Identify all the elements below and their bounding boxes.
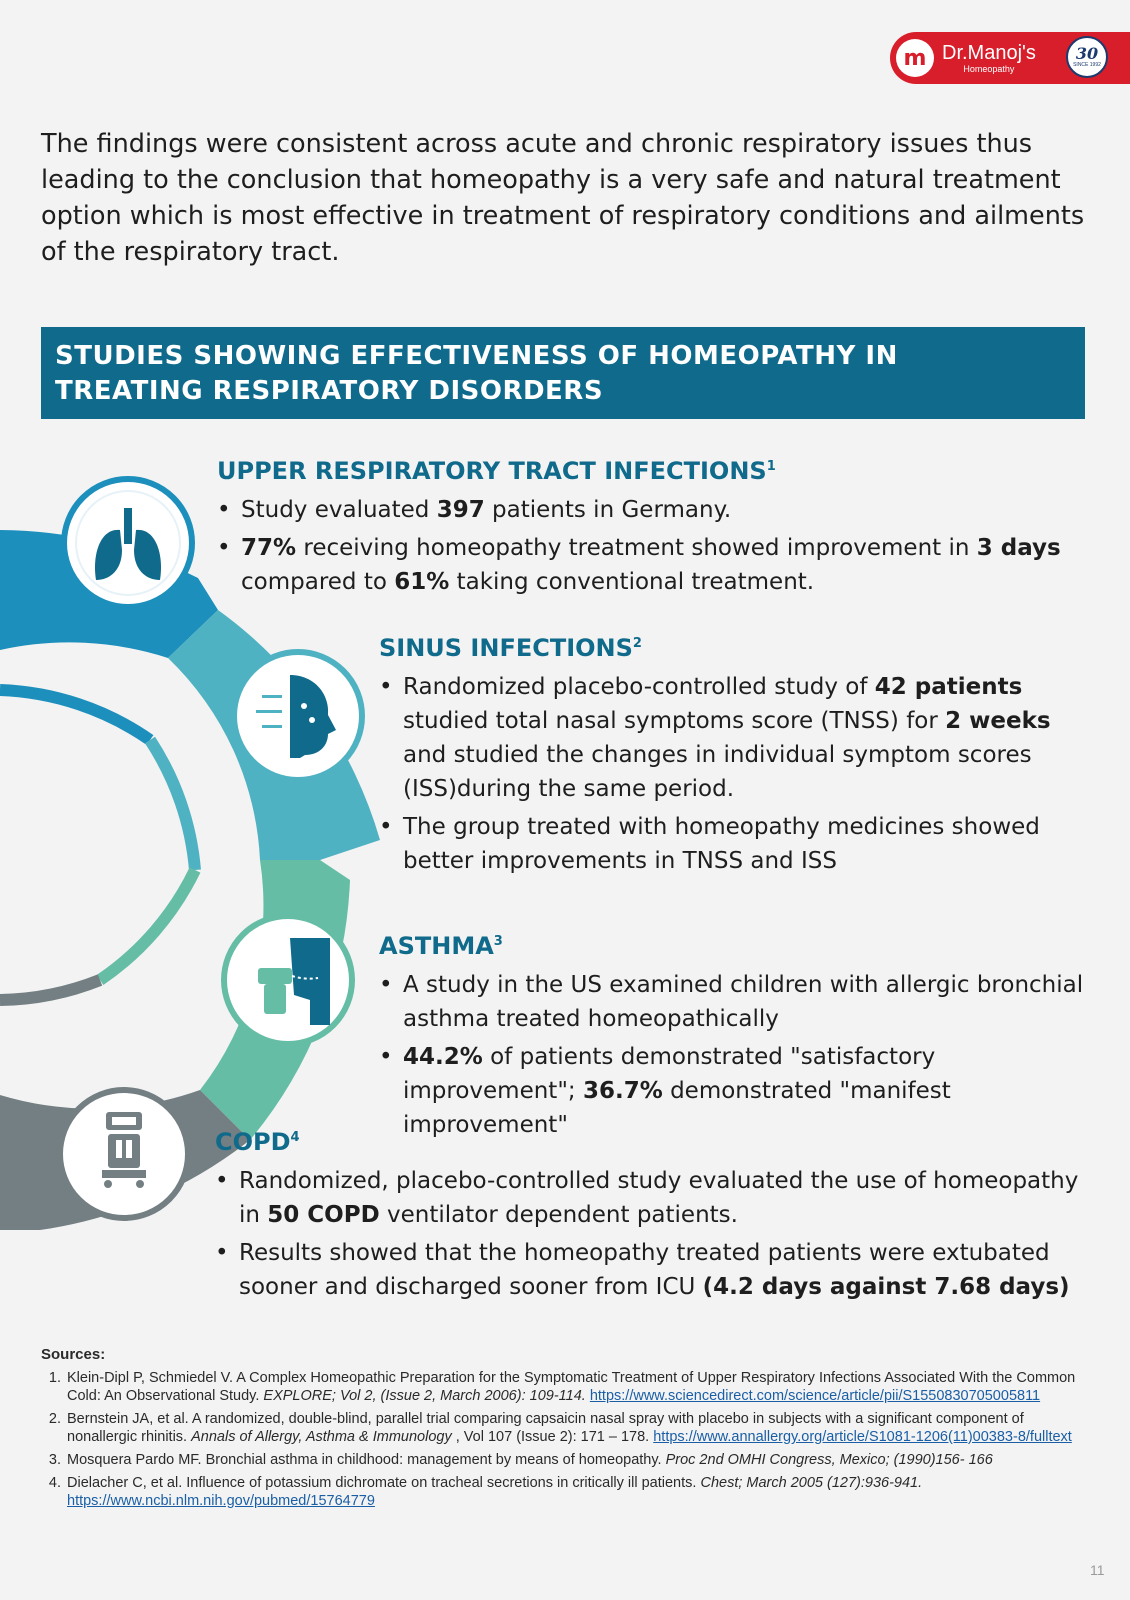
bullet-list	[379, 968, 1109, 1142]
section-sinus-infections	[379, 628, 1079, 882]
source-item: 3. Mosquera Pardo MF. Bronchial asthma in childhood: management by means of homeopathy. Proc 2nd OMHI Congress, Mexico; (1990)156- 166	[65, 1451, 1091, 1469]
source-item: 4. Dielacher C, et al. Influence of potassium dichromate on tracheal secretions in critically ill patients. Chest; March 2005 (127):936-941. https://www.ncbi.nlm.nih.gov/pubmed/15764779	[65, 1474, 1091, 1510]
face-profile-icon	[234, 652, 362, 780]
list-item: • Randomized, placebo-controlled study evaluated the use of homeopathy in 50 COPD ventilator dependent patients.	[215, 1164, 1095, 1232]
source-link[interactable]: https://www.sciencedirect.com/science/article/pii/S1550830705005811	[589, 1388, 1041, 1404]
list-item: • 77% receiving homeopathy treatment showed improvement in 3 days compared to 61% taking conventional treatment.	[217, 531, 1087, 599]
anniversary-badge	[1066, 36, 1108, 78]
list-item: • A study in the US examined children with allergic bronchial asthma treated homeopathically	[379, 968, 1109, 1036]
inner-arc-blue	[0, 690, 150, 740]
banner-line-1: STUDIES SHOWING EFFECTIVENESS OF HOMEOPATHY IN	[55, 341, 898, 371]
page-number: 11	[1090, 1562, 1105, 1578]
section-title: COPD$^4$	[215, 1128, 300, 1156]
source-link[interactable]: https://www.annallergy.org/article/S1081-1206(11)00383-8/fulltext	[653, 1429, 1072, 1445]
inner-arc-gray	[0, 980, 100, 1000]
section-upper-respiratory	[217, 451, 1087, 603]
sources-list	[41, 1369, 1091, 1510]
badge-number: 30	[1075, 44, 1099, 63]
banner-line-2: TREATING RESPIRATORY DISORDERS	[55, 376, 604, 406]
ventilator-icon	[60, 1090, 188, 1218]
logo-text	[942, 43, 1036, 74]
list-item: • 44.2% of patients demonstrated "satisfactory improvement"; 36.7% demonstrated "manifest improvement"	[379, 1040, 1109, 1142]
list-item: • Results showed that the homeopathy treated patients were extubated sooner and discharged sooner from ICU (4.2 days against 7.68 days)	[215, 1236, 1095, 1304]
section-asthma	[379, 926, 1109, 1146]
sources-section	[41, 1346, 1091, 1515]
badge-subtitle: SINCE 1992	[1073, 62, 1101, 68]
sources-title: Sources:	[41, 1346, 106, 1363]
inner-arc-teal	[150, 740, 195, 870]
inhaler-icon	[224, 916, 352, 1044]
section-title: UPPER RESPIRATORY TRACT INFECTIONS$^1$	[217, 457, 776, 485]
list-item: • The group treated with homeopathy medicines showed better improvements in TNSS and ISS	[379, 810, 1079, 878]
logo-mark: m	[896, 39, 934, 77]
section-copd	[215, 1122, 1095, 1308]
bullet-list	[379, 670, 1079, 878]
logo-name: Dr.Manoj's	[942, 41, 1036, 64]
section-banner	[41, 327, 1085, 419]
inner-arc-green	[100, 870, 195, 980]
list-item: • Randomized placebo-controlled study of 42 patients studied total nasal symptoms score (TNSS) for 2 weeks and studied the changes in individual symptom scores (ISS)during the same period.	[379, 670, 1079, 806]
bullet-list	[215, 1164, 1095, 1304]
section-title: ASTHMA$^3$	[379, 932, 503, 960]
logo-subtitle: Homeopathy	[963, 63, 1015, 74]
source-link[interactable]: https://www.ncbi.nlm.nih.gov/pubmed/15764779	[67, 1493, 375, 1509]
section-title: SINUS INFECTIONS$^2$	[379, 634, 642, 662]
list-item: • Study evaluated 397 patients in Germany.	[217, 493, 1087, 527]
bullet-list	[217, 493, 1087, 599]
source-item: 1. Klein-Dipl P, Schmiedel V. A Complex Homeopathic Preparation for the Symptomatic Treatment of Upper Respiratory Infections Associated With the Common Cold: An Observational Study. EXPLORE; Vol 2, (Issue 2, March 2006): 109-114. https://www.sciencedirect.com/science/article/pii/S1550830705005811	[65, 1369, 1091, 1405]
banner-title	[55, 339, 1085, 409]
lungs-icon	[64, 479, 192, 607]
source-item: 2. Bernstein JA, et al. A randomized, double-blind, parallel trial comparing capsaicin nasal spray with placebo in subjects with a significant component of nonallergic rhinitis. Annals of Allergy, Asthma & Immunology , Vol 107 (Issue 2): 171 – 178. https://www.annallergy.org/article/S1081-1206(11)00383-8/fulltext	[65, 1410, 1091, 1446]
intro-paragraph: The findings were consistent across acute and chronic respiratory issues thus leading to the conclusion that homeopathy is a very safe and natural treatment option which is most effective in treatment of respiratory conditions and ailments of the respiratory tract.	[41, 129, 1085, 267]
brand-logo	[890, 32, 1130, 84]
